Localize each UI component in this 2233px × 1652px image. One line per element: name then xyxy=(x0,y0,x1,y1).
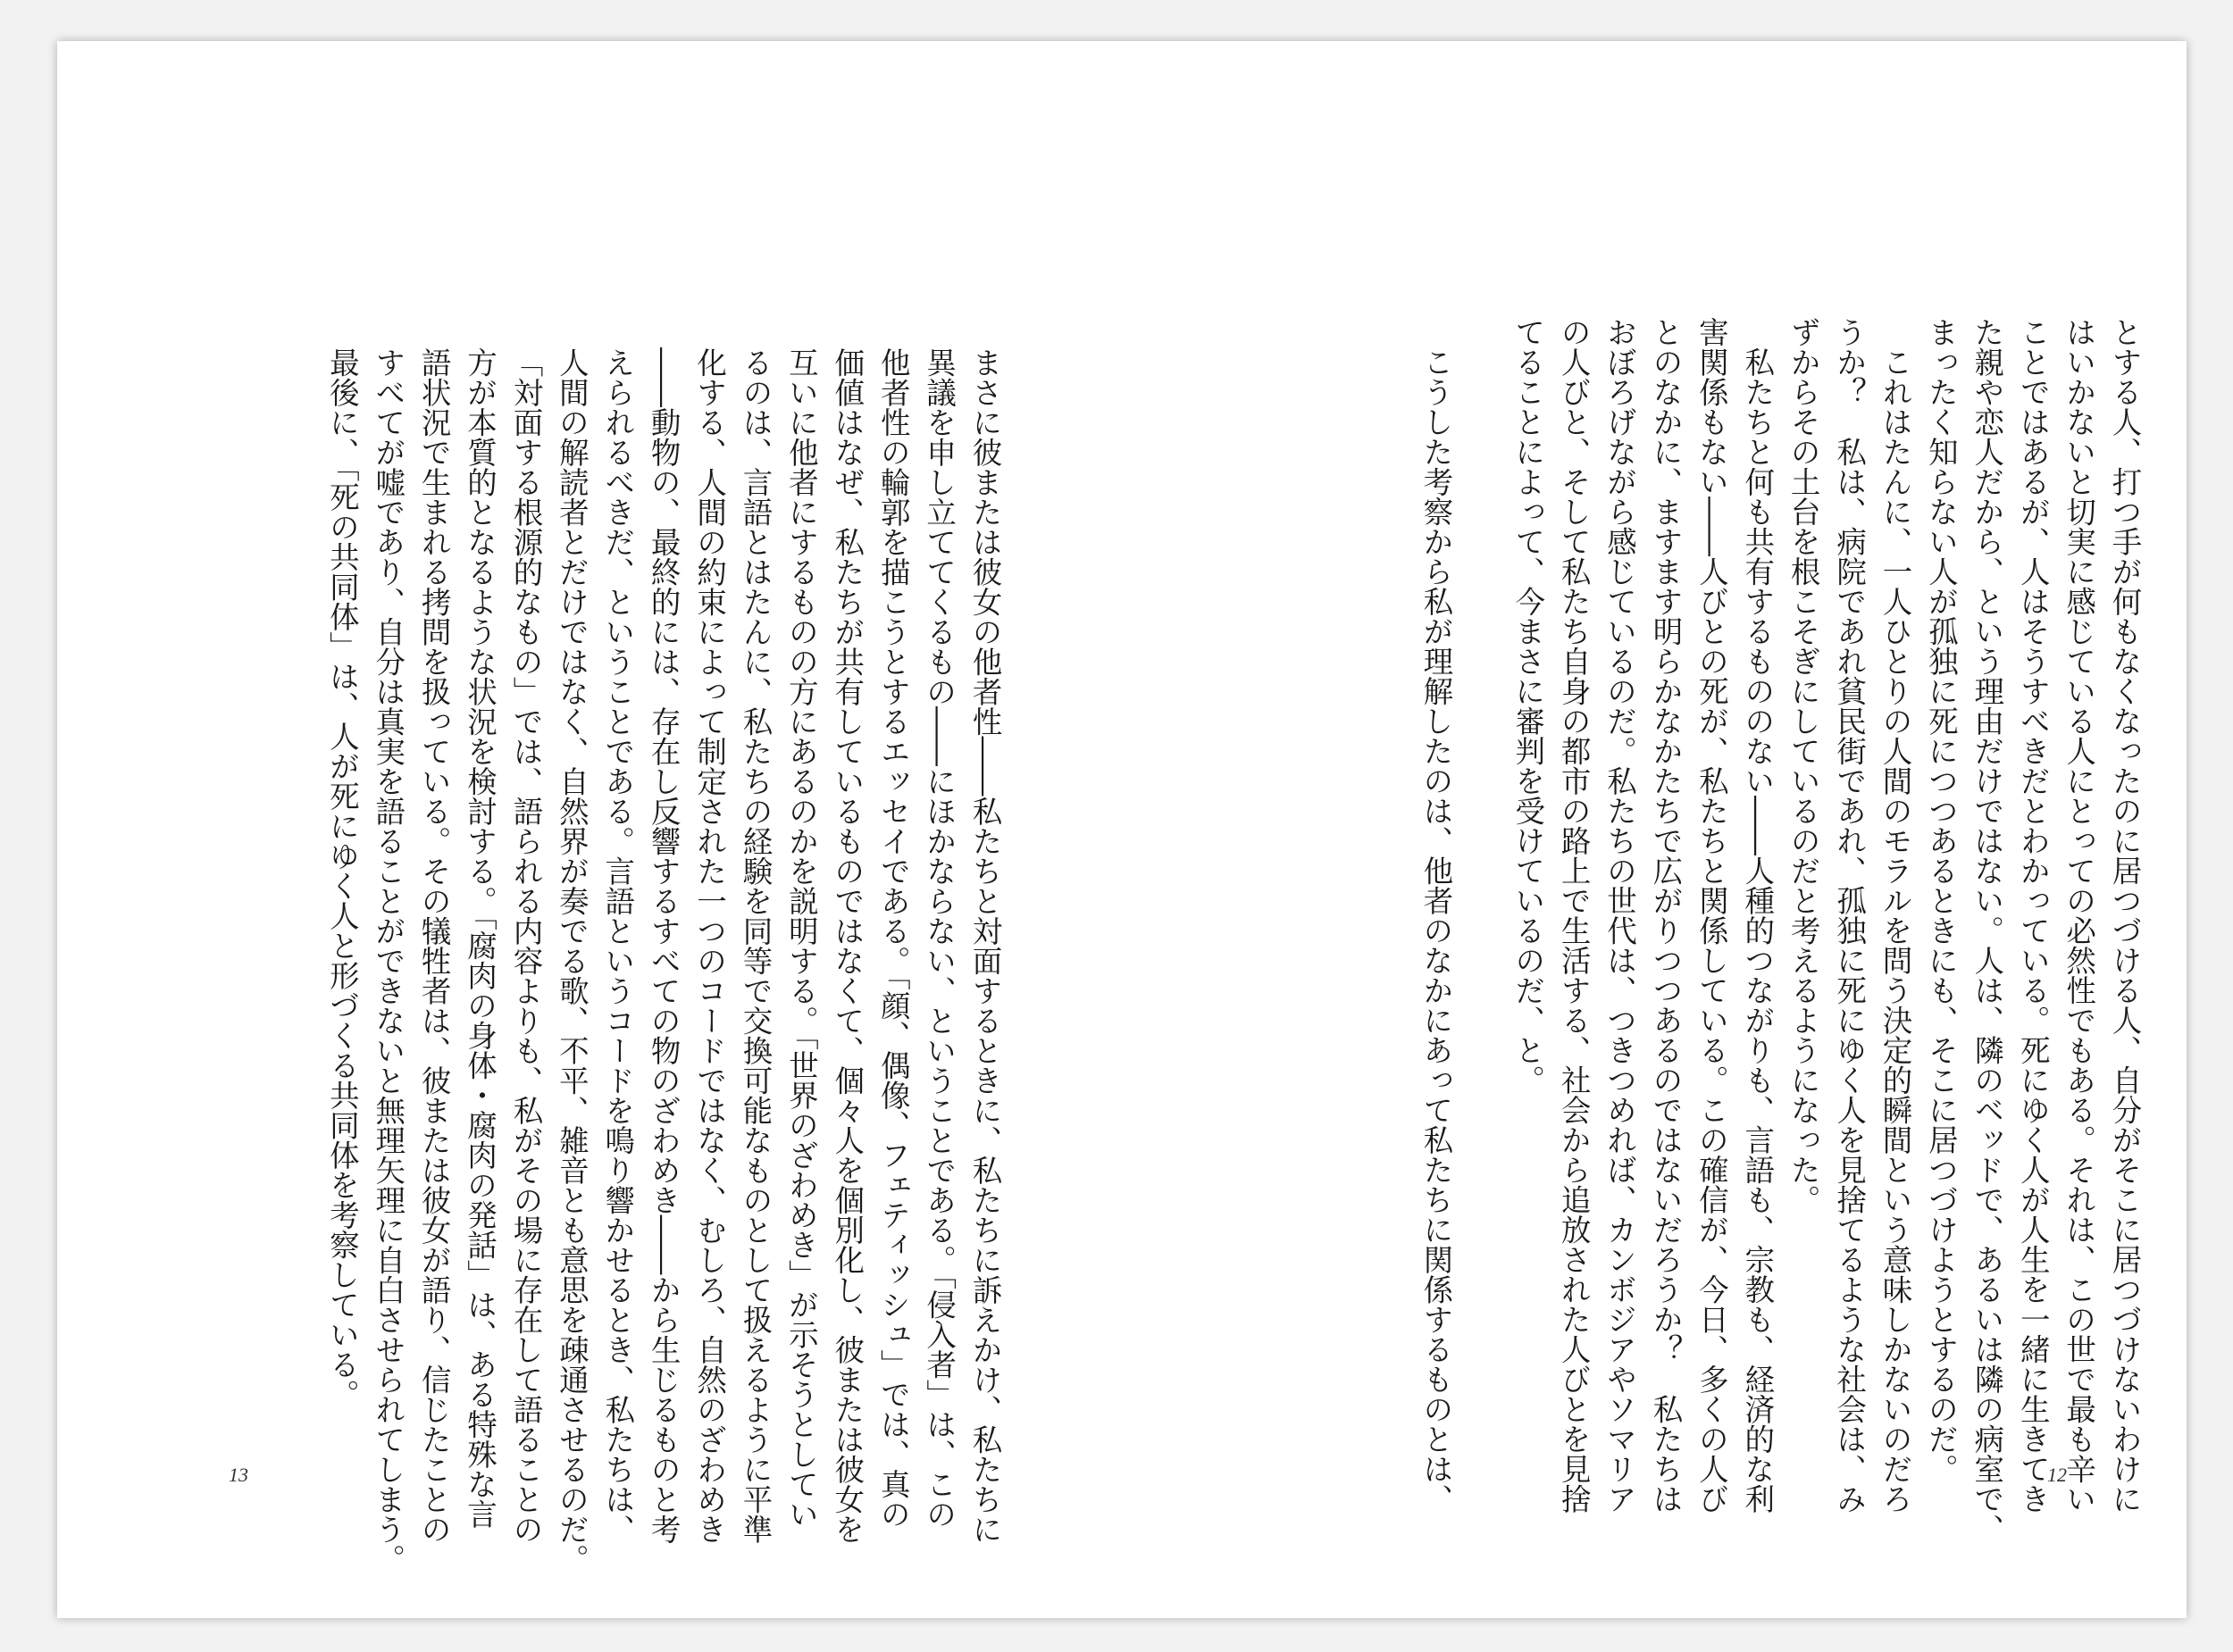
text-line: 化する、人間の約束によって制定された一つのコードではなく、むしろ、自然のざわめき xyxy=(691,347,727,1544)
text-line: の人びと、そして私たち自身の都市の路上で生活する、社会から追放された人びとを見捨 xyxy=(1556,317,1592,1514)
text-line: 最後に、「死の共同体」は、人が死にゆく人と形づくる共同体を考察している。 xyxy=(324,347,360,1410)
text-line: ずからその土台を根こそぎにしているのだと考えるようになった。 xyxy=(1786,317,1821,1214)
text-line xyxy=(1459,317,1504,1469)
text-line: まったく知らない人が孤独に死につつあるときにも、そこに居つづけようとするのだ。 xyxy=(1923,317,1959,1484)
text-line: 害関係もない――人びとの死が、私たちと関係している。この確信が、今日、多くの人び xyxy=(1694,317,1729,1514)
page-number: 12 xyxy=(2047,1464,2067,1486)
text-line: ――動物の、最終的には、存在し反響するすべての物のざわめき――から生じるものと考 xyxy=(646,347,682,1544)
left-page-text xyxy=(319,347,1008,1574)
text-line: てることによって、今まさに審判を受けているのだ、と。 xyxy=(1510,317,1545,1095)
text-line: これはたんに、一人ひとりの人間のモラルを問う決定的瞬間という意味しかないのだろ xyxy=(1877,317,1912,1514)
text-line: とする人、打つ手が何もなくなったのに居つづける人、自分がそこに居つづけないわけに xyxy=(2107,317,2142,1514)
text-line: とのなかに、ますます明らかなかたちで広がりつつあるのではないだろうか？ 私たちは xyxy=(1647,317,1683,1514)
text-line: ことではあるが、人はそうすべきだとわかっている。死にゆく人が人生を一緒に生きてき xyxy=(2015,317,2051,1514)
book-spread xyxy=(57,41,2187,1618)
text-line: た親や恋人だから、という理由だけではない。人は、隣のベッドで、あるいは隣の病室で、 xyxy=(1969,317,2004,1544)
text-line: おぼろげながら感じているのだ。私たちの世代は、つきつめれば、カンボジアやソマリア xyxy=(1602,317,1637,1514)
text-line: まさに彼または彼女の他者性――私たちと対面するときに、私たちに訴えかけ、私たちに xyxy=(967,347,1002,1544)
text-line: 方が本質的となるような状況を検討する。「腐肉の身体・腐肉の発話」は、ある特殊な言 xyxy=(462,347,498,1530)
text-line: うか？ 私は、病院であれ貧民街であれ、孤独に死にゆく人を見捨てるような社会は、み xyxy=(1831,317,1867,1514)
text-line: 「対面する根源的なもの」では、語られる内容よりも、私がその場に存在して語ることの xyxy=(507,347,543,1544)
page-number: 13 xyxy=(229,1464,248,1486)
text-line: はいかないと切実に感じている人にとっての必然性でもある。それは、この世で最も辛い xyxy=(2061,317,2096,1514)
text-line: えられるべきだ、ということである。言語というコードを鳴り響かせるとき、私たちは、 xyxy=(599,347,635,1544)
text-line: こうした考察から私が理解したのは、他者のなかにあって私たちに関係するものとは、 xyxy=(1418,317,1453,1514)
right-page xyxy=(1122,41,2187,1618)
text-line: 異議を申し立ててくるもの――にほかならない、ということである。「侵入者」は、この xyxy=(921,347,957,1530)
left-page xyxy=(57,41,1122,1618)
text-line: 私たちと何も共有するもののない――人種的つながりも、言語も、宗教も、経済的な利 xyxy=(1739,317,1775,1514)
text-line: るのは、言語とはたんに、私たちの経験を同等で交換可能なものとして扱えるように平準 xyxy=(737,347,773,1544)
text-line: 他者性の輪郭を描こうとするエッセイである。「顔、偶像、フェティッシュ」では、真の xyxy=(875,347,911,1530)
text-line: 人間の解読者とだけではなく、自然界が奏でる歌、不平、雑音とも意思を疎通させるのだ。 xyxy=(554,347,590,1574)
text-line: 互いに他者にするものの方にあるのかを説明する。「世界のざわめき」が示そうとしてい xyxy=(783,347,819,1530)
text-line: 語状況で生まれる拷問を扱っている。その犠牲者は、彼または彼女が語り、信じたことの xyxy=(416,347,452,1544)
text-line: すべてが嘘であり、自分は真実を語ることができないと無理矢理に自白させられてしまう。 xyxy=(370,347,406,1574)
text-line: 価値はなぜ、私たちが共有しているものではなくて、個々人を個別化し、彼または彼女を xyxy=(829,347,865,1544)
